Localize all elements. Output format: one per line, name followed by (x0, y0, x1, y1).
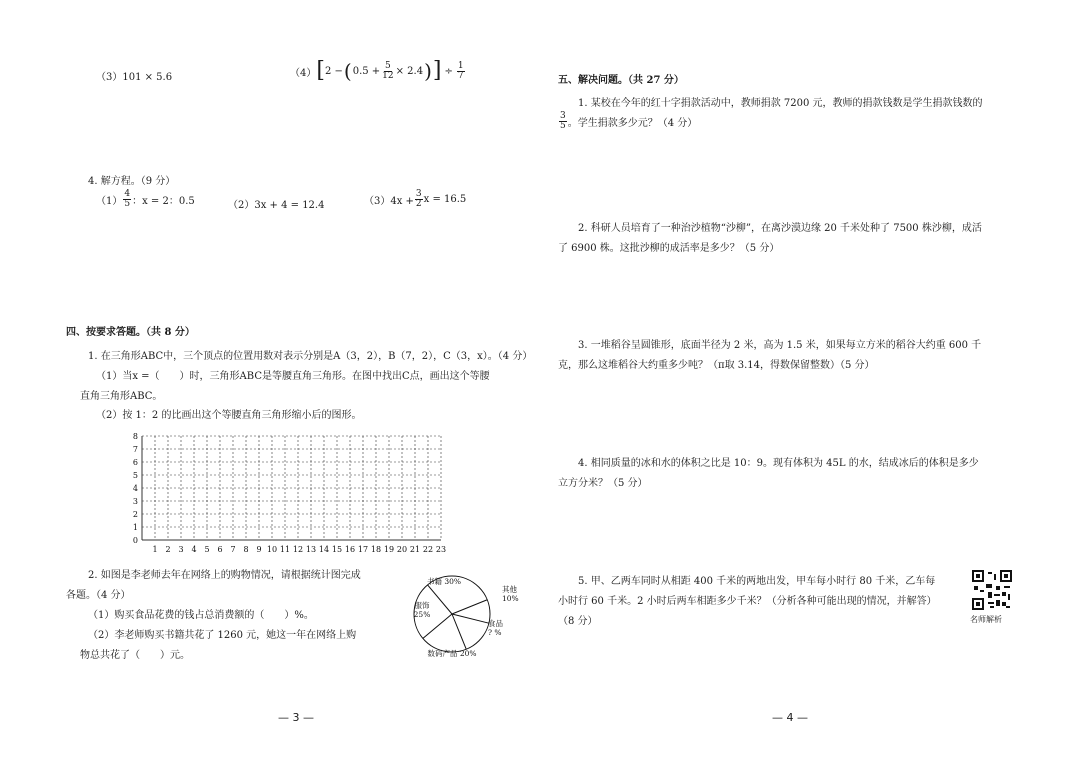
grid-y-label: 7 (132, 445, 138, 454)
s4-q1-line2: （1）当x =（ ）时，三角形ABC是等腰直角三角形。在图中找出C点，画出这个等腰 (96, 371, 490, 382)
grid-svg (130, 428, 455, 558)
frac-num: 4 (124, 189, 131, 199)
grid-x-label: 7 (230, 545, 236, 554)
left-paren: ( (343, 59, 352, 83)
frac-den: 5 (124, 199, 131, 209)
frac-den: 12 (382, 70, 394, 81)
grid-x-label: 12 (292, 545, 304, 554)
p5-line1: 5. 甲、乙两车同时从相距 400 千米的两地出发，甲车每小时行 80 千米，乙车每 (578, 576, 936, 587)
grid-x-label: 5 (204, 545, 210, 554)
s4-q2-line5: 物总共花了（ ）元。 (80, 650, 190, 661)
eq1-pre: （1） (96, 196, 123, 207)
p2-line1: 2. 科研人员培育了一种治沙植物“沙柳”，在离沙漠边缘 20 千米处种了 7500 株沙柳，成活 (578, 223, 982, 234)
grid-y-label: 8 (132, 432, 138, 441)
pie-slice-value: 25% (413, 610, 431, 619)
p1-line1: 1. 某校在今年的红十字捐款活动中，教师捐款 7200 元，教师的捐款钱数是学生捐款钱数的 (578, 98, 983, 109)
page-number-right: — 4 — (772, 711, 808, 724)
frac-num: 1 (457, 60, 464, 71)
equations-title: 4. 解方程。（9 分） (88, 176, 176, 187)
calc-q4-label: （4） (290, 67, 317, 79)
s4-q1-line1: 1. 在三角形ABC中，三个顶点的位置用数对表示分别是A（3，2），B（7，2），C（3，x）。（4 分） (88, 351, 533, 362)
s4-q1-line3: 直角三角形ABC。 (80, 391, 163, 402)
calc-q4-d: ÷ (444, 65, 453, 77)
grid-y-label: 4 (132, 484, 138, 493)
p3-line2: 克，那么这堆稻谷大约重多少吨？（π取 3.14，得数保留整数）（5 分） (558, 360, 875, 371)
grid-x-label: 3 (178, 545, 184, 554)
grid-y-label: 1 (132, 523, 138, 532)
frac-den: 2 (415, 199, 422, 209)
coordinate-grid (130, 428, 455, 562)
grid-y-label: 3 (132, 497, 138, 506)
p5-line2: 小时行 60 千米。2 小时后两车相距多少千米？（分析各种可能出现的情况，并解答） (558, 596, 937, 607)
grid-x-label: 21 (409, 545, 421, 554)
pie-slice-label: 数码产品 20% (427, 649, 477, 658)
equation-3 (364, 190, 466, 209)
pie-chart (404, 570, 524, 666)
grid-x-label: 20 (396, 545, 408, 554)
qr-code-icon[interactable] (972, 570, 1012, 610)
grid-x-label: 8 (243, 545, 249, 554)
grid-x-label: 22 (422, 545, 434, 554)
p4-line2: 立方分米？（5 分） (558, 478, 648, 489)
grid-x-label: 11 (279, 545, 291, 554)
p1-fraction (559, 112, 567, 131)
calc-q4-a: 2 − (324, 65, 343, 77)
pie-slice-value: 10% (502, 594, 519, 603)
grid-x-label: 2 (165, 545, 171, 554)
pie-slice-label: 食品 (488, 619, 503, 628)
grid-y-label: 0 (132, 536, 138, 545)
section4-title: 四、按要求答题。（共 8 分） (66, 327, 195, 338)
equation-2: （2）3x + 4 = 12.4 (228, 200, 325, 211)
grid-x-label: 18 (370, 545, 382, 554)
section5-title: 五、解决问题。（共 27 分） (558, 75, 684, 86)
grid-x-label: 1 (152, 545, 158, 554)
grid-x-label: 14 (318, 545, 330, 554)
grid-x-label: 6 (217, 545, 223, 554)
calc-q4-b: 0.5 + (352, 65, 381, 77)
eq3-post: x = 16.5 (423, 194, 467, 205)
pie-slice-label: 服饰 (414, 601, 430, 610)
eq3-pre: （3）4x + (364, 196, 414, 207)
grid-x-label: 23 (435, 545, 447, 554)
p4-line1: 4. 相同质量的冰和水的体积之比是 10：9。现有体积为 45L 的水，结成冰后的体积是多少 (578, 458, 979, 469)
frac-num: 5 (385, 60, 391, 71)
pie-slice-label: 书籍 30% (426, 577, 462, 586)
p2-line2: 了 6900 株。这批沙柳的成活率是多少？（5 分） (558, 243, 780, 254)
s4-q2-line2: 各题。（4 分） (66, 590, 131, 601)
grid-x-label: 15 (331, 545, 343, 554)
pie-slice-label: 其他 (502, 585, 517, 594)
grid-y-label: 2 (132, 510, 138, 519)
calc-q4-fraction (381, 62, 394, 81)
pie-slice-value: ? % (488, 628, 502, 637)
grid-x-label: 17 (357, 545, 369, 554)
eq3-fraction (415, 190, 423, 209)
s4-q1-line4: （2）按 1：2 的比画出这个等腰直角三角形缩小后的图形。 (96, 410, 362, 421)
frac-den: 5 (560, 121, 566, 131)
eq1-post: ：x = 2：0.5 (132, 196, 195, 207)
p1-text: 。学生捐款多少元？（4 分） (567, 118, 698, 129)
grid-y-label: 5 (132, 471, 138, 480)
left-bracket: [ (316, 58, 325, 83)
eq1-fraction (123, 190, 131, 209)
grid-x-label: 4 (191, 545, 197, 554)
calc-q4 (290, 60, 466, 82)
s4-q2-line1: 2. 如图是李老师去年在网络上的购物情况，请根据统计图完成 (88, 570, 361, 581)
frac-num: 3 (560, 111, 566, 121)
page-number-left: — 3 — (278, 711, 314, 724)
grid-x-label: 9 (256, 545, 262, 554)
equation-1 (96, 190, 195, 209)
grid-x-label: 13 (305, 545, 317, 554)
s4-q2-line3: （1）购买食品花费的钱占总消费额的（ ）%。 (88, 610, 314, 621)
p5-line3: （8 分） (558, 616, 598, 627)
grid-x-label: 16 (344, 545, 356, 554)
grid-x-label: 19 (383, 545, 395, 554)
grid-x-label: 10 (266, 545, 278, 554)
calc-q4-fraction2 (457, 62, 465, 81)
p3-line1: 3. 一堆稻谷呈圆锥形，底面半径为 2 米，高为 1.5 米，如果每立方米的稻谷大约重 600 千 (578, 340, 982, 351)
frac-num: 3 (415, 189, 422, 199)
right-bracket: ] (432, 58, 442, 83)
calc-q4-c: × 2.4 (395, 65, 424, 77)
p1-line2 (558, 112, 697, 131)
grid-y-label: 6 (132, 458, 138, 467)
right-paren: ) (424, 59, 432, 83)
pie-svg (404, 570, 524, 662)
s4-q2-line4: （2）李老师购买书籍共花了 1260 元，她这一年在网络上购 (88, 630, 357, 641)
qr-caption: 名师解析 (970, 615, 1002, 624)
frac-den: 7 (457, 70, 464, 81)
calc-q3: （3）101 × 5.6 (96, 72, 173, 83)
